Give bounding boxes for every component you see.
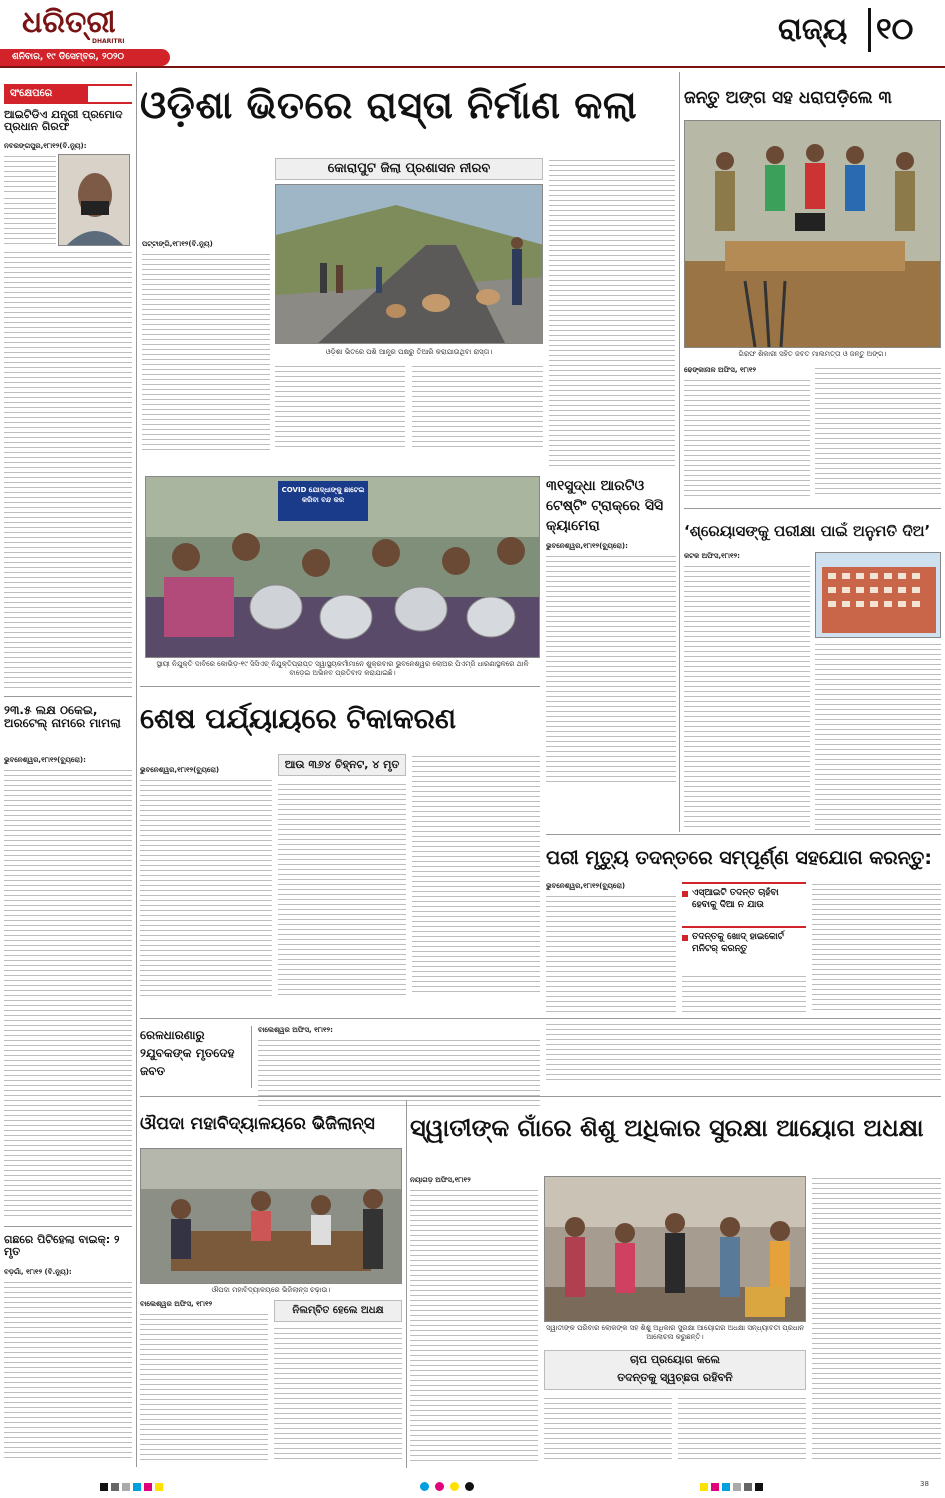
section-divider <box>868 8 871 52</box>
vaccine-kicker-text: ଆଉ ୩୬୪ ଚିହ୍ନଟ, ୪ ମୃତ <box>284 758 400 771</box>
rail-kicker-line1: ରେଳଧାରଣାରୁ <box>140 1028 205 1042</box>
cctv-headline: ୩୧ସୁଦ୍ଧା ଆରଟିଓ ଟେଷ୍ଟିଂ ଟ୍ରାକ୍‌ରେ ସିସି କ୍ୟାମେରା <box>546 478 664 534</box>
lead-photo-caption: ଓଡ଼ିଶା ଭିତରେ ପଶି ଆନ୍ଧ୍ର ପକ୍ଷରୁ ତିଆରି କରାଯାଉଥିବା ରାସ୍ତା। <box>325 348 493 356</box>
pari-story <box>546 838 941 1018</box>
lead-photo <box>275 184 543 344</box>
protest-photo <box>145 476 540 658</box>
lead-kicker <box>275 158 543 180</box>
masthead <box>0 0 945 68</box>
swati-headline: ସ୍ୱାତୀଙ୍କ ଗାଁରେ ଶିଶୁ ଅଧିକାର ସୁରକ୍ଷା ଆୟୋଗ ଅଧକ୍ଷା <box>410 1114 924 1142</box>
brief1-title: ଆଇଟିଡିଏ ଯନ୍ତ୍ରୀ ପ୍ରମୋଦ ପ୍ରଧାନ ଗିରଫ <box>4 109 123 133</box>
registration-marks-left <box>100 1483 240 1491</box>
swati-story <box>410 1100 941 1468</box>
vigilance-dateline: ବାଲେଶ୍ୱର ଅଫିସ, ୧୮ା୧୨ <box>140 1300 213 1308</box>
vigilance-headline: ଔପଦା ମହାବିଦ୍ୟାଳୟରେ ଭିଜିଲାନ୍ସ <box>140 1114 375 1134</box>
hunters-photo-image <box>685 121 941 348</box>
vigilance-story <box>140 1100 402 1468</box>
bullet-square-icon <box>682 935 688 941</box>
brief1-portrait <box>58 154 130 246</box>
exam-headline: ‘ଶ୍ରେୟାସଙ୍କୁ ପରୀକ୍ଷା ପାଇଁ ଅନୁମତି ଦିଅ’ <box>684 522 931 540</box>
pari-headline: ପରୀ ମୃତ୍ୟୁ ତଦନ୍ତରେ ସମ୍ପୂର୍ଣ୍ଣ ସହଯୋଗ କରନ୍ତୁ: <box>546 847 932 869</box>
pari-dateline: ଭୁବନେଶ୍ୱର,୧୮ା୧୨(ବ୍ୟୁରୋ) <box>546 882 626 890</box>
exam-building-photo <box>815 552 941 638</box>
section-name: ରାଜ୍ୟ <box>778 12 848 47</box>
logo-text: ଧରିତ୍ରୀ <box>22 6 116 40</box>
pari-point-2-text: ତଦନ୍ତକୁ ଖୋଦ୍ ହାଇକୋର୍ଟ ମନିଟର୍ କରନ୍ତୁ <box>692 932 784 954</box>
vigilance-photo <box>140 1148 402 1284</box>
briefs-column <box>4 72 134 1467</box>
hunters-story <box>684 72 941 502</box>
vigilance-photo-image <box>141 1149 402 1284</box>
lead-dateline: ପଟ୍ଟାଙ୍ଗି,୧୮ା୧୨(ବି.ନ୍ୟୁ) <box>142 240 213 248</box>
vaccine-dateline: ଭୁବନେଶ୍ୱର,୧୮ା୧୨(ବ୍ୟୁରୋ) <box>140 766 220 774</box>
rail-kicker-line2: ୨ଯୁବକଙ୍କ ମୃତଦେହ ଜବତ <box>140 1046 235 1078</box>
vaccine-kicker <box>278 754 406 776</box>
masthead-logo <box>22 6 172 40</box>
pari-point-1-text: ଏସ୍‌ଆଇଟି ତଦନ୍ତ ଚାହଁବା ହେବାକୁ ଦିଆ ନ ଯାଉ <box>692 888 779 910</box>
cctv-story <box>546 476 676 786</box>
hunters-dateline: ଢେଙ୍କାନାଳ ଅଫିସ, ୧୮ା୧୨ <box>684 366 756 374</box>
swati-dateline: ନୟାଗଡ଼ ଅଫିସ,୧୮ା୧୨ <box>410 1176 471 1184</box>
logo-sub: DHARITRI <box>92 38 125 45</box>
swati-kicker <box>544 1350 806 1390</box>
vigilance-caption: ଔପଦା ମହାବିଦ୍ୟାଳୟରେ ଭିଜିଲାନ୍ସ ଚଢ଼ାଉ। <box>211 1286 331 1294</box>
rail-dateline: ବାଲେଶ୍ୱର ଅଫିସ, ୧୮ା୧୨: <box>258 1026 333 1034</box>
brief3-dateline: ବଡ଼ଗାଁ, ୧୮ା୧୨ (ବି.ନ୍ୟୁ): <box>4 1268 72 1276</box>
date-bar <box>0 49 170 66</box>
bullet-square-icon <box>682 891 688 897</box>
building-image <box>816 553 941 638</box>
vaccine-headline: ଶେଷ ପର୍ଯ୍ୟାୟରେ ଟିକାକରଣ <box>140 702 456 735</box>
exam-story <box>684 514 941 834</box>
swati-kicker-line1: ଚାପ ପ୍ରୟୋଗ କଲେ <box>630 1353 720 1366</box>
vaccine-story <box>140 690 540 1010</box>
lead-headline: ଓଡ଼ିଶା ଭିତରେ ରାସ୍ତା ନିର୍ମାଣ କଲା <box>140 83 638 127</box>
brief3-title: ଗଛରେ ପିଟିହେଲା ବାଇକ୍: ୨ ମୃତ <box>4 1234 120 1258</box>
registration-marks-right <box>700 1483 840 1491</box>
brief2-title: ୨୩.୫ ଲକ୍ଷ ଠକେଇ, ଅରଟେଲ୍ ନାମରେ ମାମଲା <box>4 704 121 730</box>
protest-caption: ସ୍ଥାୟୀ ନିଯୁକ୍ତି ଦାବିରେ କୋଭିଡ଼-୧୯ ସିସିଏଚ୍ ନିଯୁକ୍ତିପ୍ରାପ୍ତ ସ୍ୱାସ୍ଥ୍ୟକର୍ମୀମାନେ ଶୁକ୍ରବାର ଭୁବନେଶ୍ୱର ଲୋଅର ପିଏମ୍‌ଜି ଧାରଣାସ୍ଥଳରେ ଥାଳି ବାଡ଼େଇ ଅଭିନବ ପ୍ରତିବାଦ କରାଯାଇଛି। <box>156 660 529 677</box>
hunters-photo <box>684 120 941 348</box>
brief1-dateline: ନବରଙ୍ଗପୁର,୧୮ା୧୨(ବି.ନ୍ୟୁ): <box>4 142 87 150</box>
swati-photo-image <box>545 1177 806 1322</box>
swati-photo <box>544 1176 806 1322</box>
lead-story <box>140 72 675 472</box>
swati-kicker-line2: ତଦନ୍ତକୁ ସ୍ୱଚ୍ଛତା ରହିବନି <box>617 1371 733 1384</box>
protest-placard: COVID ଯୋଦ୍ଧାଙ୍କୁ ଛାଟେଇ କରିବା ବନ୍ଦ କର <box>278 481 368 521</box>
hunters-headline: ଜନ୍ତୁ ଅଙ୍ଗ ସହ ଧରାପଡ଼ିଲେ ୩ <box>684 88 892 108</box>
cctv-dateline: ଭୁବନେଶ୍ୱର,୧୮ା୧୨(ବ୍ୟୁରୋ): <box>546 542 628 550</box>
brief2-dateline: ଭୁବନେଶ୍ୱର,୧୮ା୧୨(ବ୍ୟୁରୋ): <box>4 756 86 764</box>
briefs-header-label: ସଂକ୍ଷେପରେ <box>4 86 88 102</box>
pari-point-2 <box>682 926 806 970</box>
portrait-image <box>59 155 130 246</box>
exam-dateline: କଟକ ଅଫିସ,୧୮ା୧୨: <box>684 552 740 560</box>
pari-point-1 <box>682 882 806 922</box>
footer-bar <box>0 1474 945 1498</box>
rail-kicker <box>140 1026 252 1088</box>
hunters-caption: ଗିରଫ ଶିକାରୀ ସହିତ ଜବତ ମାଲମତ୍ତା ଓ ଜନ୍ତୁ ଅଙ୍ଗ। <box>738 350 887 358</box>
date-text: ଶନିବାର, ୧୯ ଡିସେମ୍ବର, ୨୦୨୦ <box>12 52 125 62</box>
road-photo-image <box>276 185 543 344</box>
briefs-header <box>4 84 132 104</box>
page-number: ୧୦ <box>876 12 914 47</box>
sheet-number: 38 <box>920 1480 929 1488</box>
registration-dots-center <box>420 1482 530 1492</box>
swati-caption: ସ୍ୱାତୀଙ୍କ ପରିବାର ଲୋକଙ୍କ ସହ ଶିଶୁ ଅଧିକାର ସୁରକ୍ଷା ଆୟୋଗର ଅଧକ୍ଷା ସନ୍ଧ୍ୟାବତୀ ପ୍ରଧାନ ଆଲୋଚନା କରୁଛନ୍ତି। <box>545 1324 805 1341</box>
lead-kicker-text: କୋରାପୁଟ ଜିଲା ପ୍ରଶାସନ ନୀରବ <box>327 161 491 176</box>
vigilance-kicker-text: ନିଲମ୍ବିତ ହେଲେ ଅଧକ୍ଷ <box>292 1305 384 1316</box>
vigilance-kicker <box>274 1300 402 1322</box>
